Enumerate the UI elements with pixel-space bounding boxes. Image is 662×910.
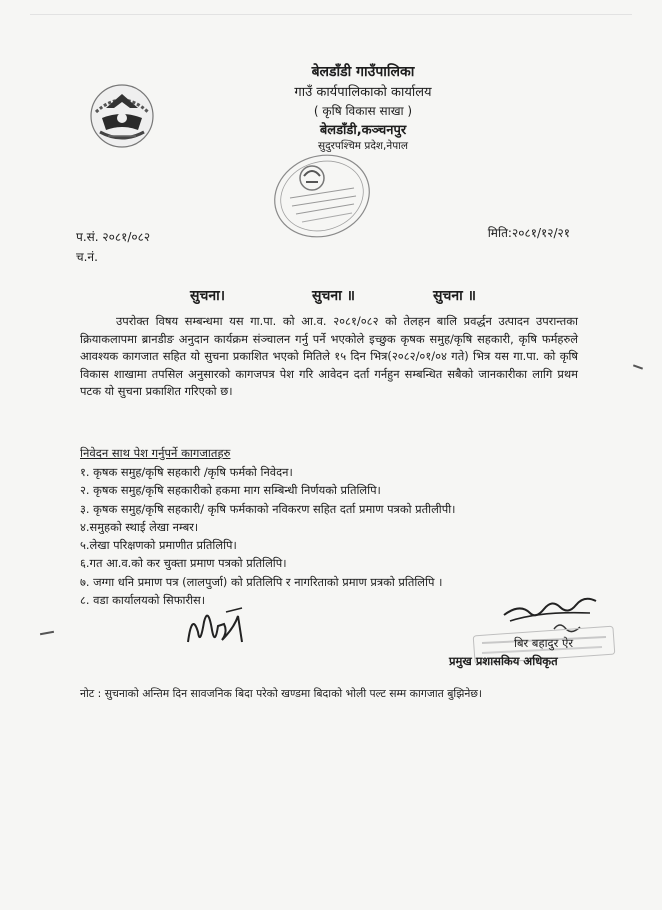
list-item: ६.गत आ.व.को कर चुक्ता प्रमाण पत्रको प्रतिलिपि। (80, 556, 287, 571)
signatory-name: बिर बहादुर ऐर (514, 636, 574, 650)
handwritten-signature-left (182, 602, 252, 654)
office-stamp-icon (268, 150, 376, 242)
list-item: २. कृषक समुह/कृषि सहकारीको हकमा माग सम्बिन्धी निर्णयको प्रतिलिपि। (80, 483, 381, 498)
list-item: ७. जग्गा धनि प्रमाण पत्र (लालपुर्जा) को प्रतिलिपि र नागरिताको प्रमाण प्रत्रको प्रतिलिपि । (80, 574, 443, 589)
notice-title-1: सुचना। (190, 288, 226, 304)
list-item: ४.समुहको स्थाई लेखा नम्बर। (80, 519, 199, 534)
office-address: बेलडाँडी,कञ्चनपुर (319, 123, 407, 138)
office-name: गाउँ कार्यपालिकाको कार्यालय (294, 85, 432, 100)
signatory-title: प्रमुख प्रशासकिय अधिकृत (449, 654, 558, 668)
province-name: सुदुरपश्चिम प्रदेश,नेपाल (317, 140, 409, 152)
list-item: १. कृषक समुह/कृषि सहकारी /कृषि फर्मको निवेदन। (80, 465, 293, 479)
notice-title-2: सुचना ॥ (312, 288, 356, 304)
documents-heading: निवेदन साथ पेश गर्नुपर्ने कागजातहरु (80, 446, 231, 460)
list-item: ३. कृषक समुह/कृषि सहकारी/ कृषि फर्मकाको नविकरण सहित दर्ता प्रमाण पत्रको प्रतीलीपी। (80, 501, 456, 516)
dispatch-number: च.नं. (76, 250, 98, 264)
scan-edge-line (30, 14, 632, 15)
notice-body: उपरोक्त विषय सम्बन्धमा यस गा.पा. को आ.व. २०८१/०८२ को तेलहन बालि प्रवर्द्धन उत्पादन उपरान्तका क्रियाकलापमा ब्रानडीङ अनुदान कार्यक्रम संञ्चालन गर्नु पर्ने भएकोले इच्छुक कृषक समुह/कृषि सहकारी, कृषि फर्महरुले आवश्यक कागजात सहित यो सुचना प्रकाशित भएको मितिले १५ दिन भित्र(२०८२/०१/०४ गते) भित्र यस गा.पा. को कृषि विकास शाखामा तपसिल अनुसारको कागजपत्र पेश गरि आवेदन दर्ता गर्नहुन सम्बन्धित सबैको जानकारीका लागि प्रथम पटक यो सुचना प्रकाशित गरिएको छ। (80, 314, 578, 399)
footnote: नोट : सुचनाको अन्तिम दिन सावजनिक बिदा परेको खण्डमा बिदाको भोली पल्ट सम्म कागजात बुझिनेछ। (80, 687, 483, 700)
notice-date: मिति:२०८१/१२/२१ (487, 226, 570, 240)
municipality-name: बेलडाँडी गाउँपालिका (311, 64, 415, 80)
list-item: ८. वडा कार्यालयको सिफारीस। (80, 593, 206, 608)
scan-mark (633, 364, 643, 369)
branch-name: ( कृषि विकास साखा ) (313, 104, 413, 118)
scan-mark (40, 631, 54, 635)
list-item: ५.लेखा परिक्षणको प्रमाणीत प्रतिलिपि। (80, 538, 237, 553)
reference-number: प.सं. २०८१/०८२ (76, 230, 151, 244)
notice-title-3: सुचना ॥ (433, 288, 477, 304)
